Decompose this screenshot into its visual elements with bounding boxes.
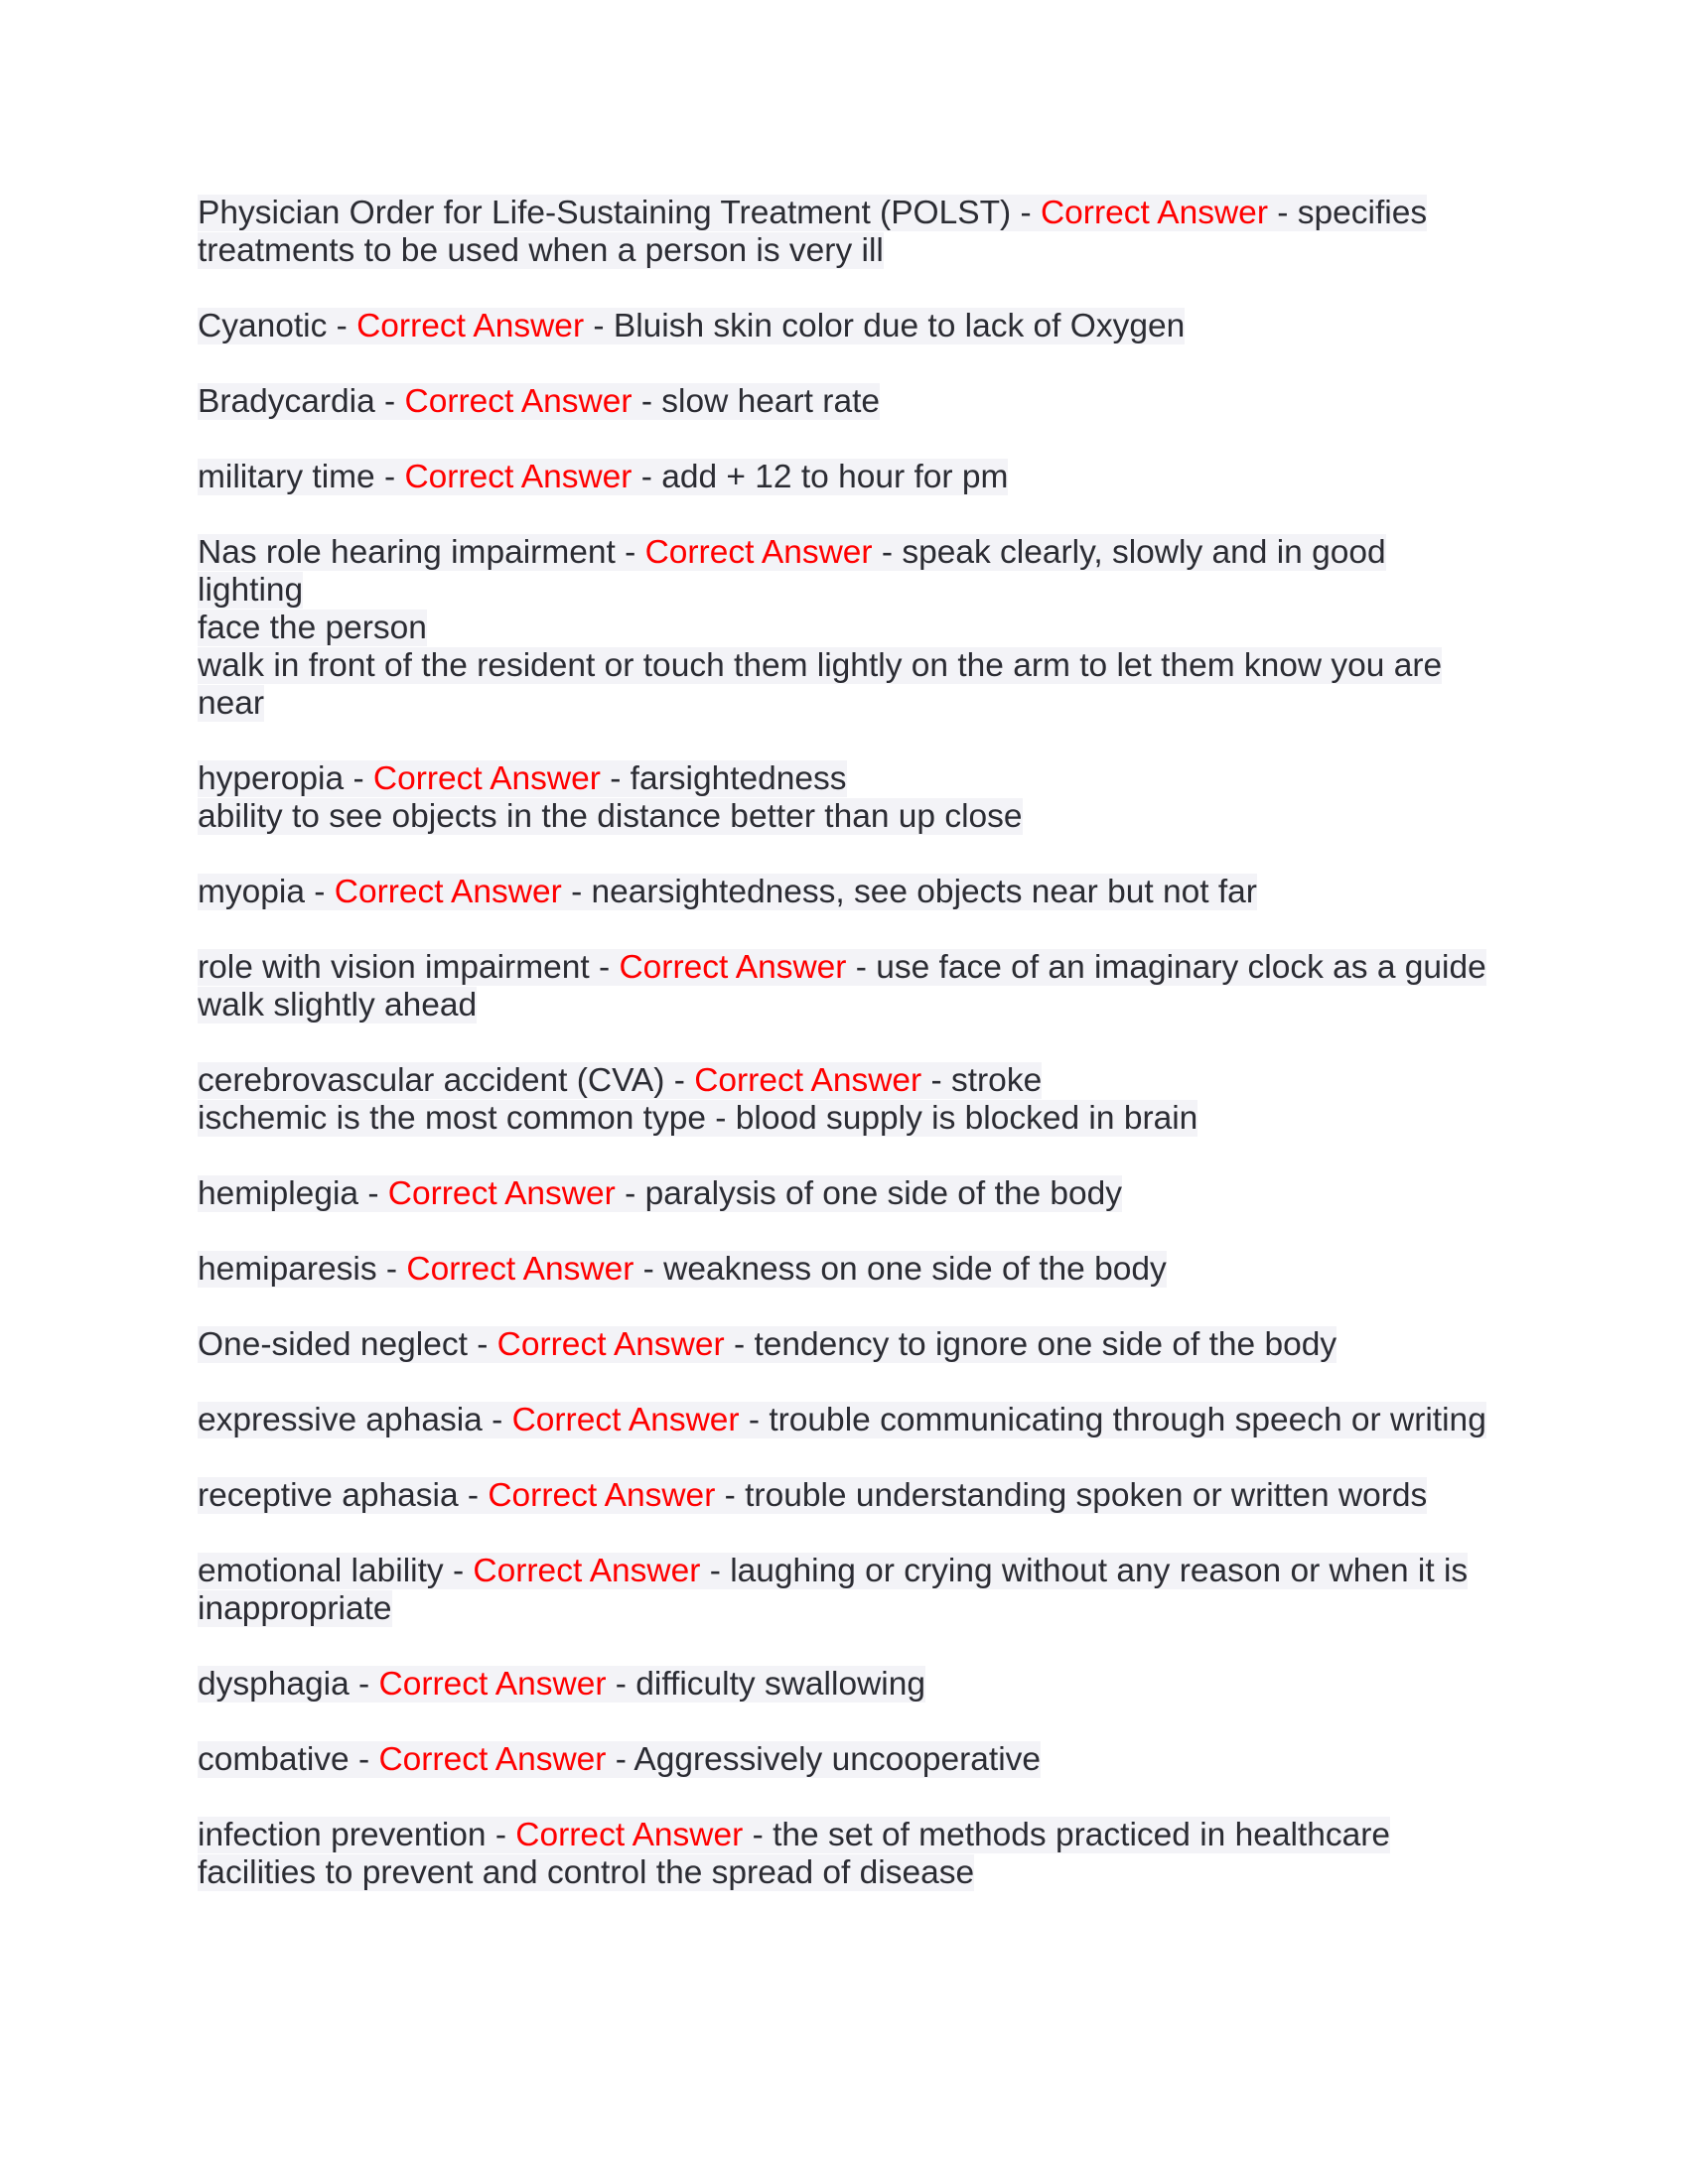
correct-answer-label: Correct Answer <box>356 308 585 344</box>
entry-highlight <box>198 1062 1042 1099</box>
entry-first-line <box>198 1741 1518 1779</box>
flashcard-entry <box>198 874 1518 911</box>
entry-highlight <box>198 1251 1167 1288</box>
correct-answer-label: Correct Answer <box>473 1553 701 1589</box>
entry-highlight <box>198 308 1185 344</box>
entry-term: myopia - <box>198 874 335 910</box>
flashcard-entry <box>198 1477 1518 1515</box>
entry-continuation-line <box>198 647 1518 685</box>
correct-answer-label: Correct Answer <box>644 534 873 571</box>
entry-continuation-line <box>198 798 1518 836</box>
correct-answer-label: Correct Answer <box>496 1326 725 1363</box>
entry-continuation-line <box>198 610 1518 647</box>
entry-highlight <box>198 1553 1468 1589</box>
entry-first-line <box>198 534 1518 572</box>
entry-definition: - Bluish skin color due to lack of Oxygen <box>584 308 1186 344</box>
entry-continuation-line <box>198 987 1518 1024</box>
entry-first-line <box>198 1251 1518 1289</box>
entry-continuation-text: walk slightly ahead <box>198 987 478 1024</box>
correct-answer-label: Correct Answer <box>511 1402 740 1438</box>
flashcard-entry <box>198 1666 1518 1704</box>
entry-continuation-text: near <box>198 685 265 722</box>
entry-definition: - Aggressively uncooperative <box>606 1741 1042 1778</box>
correct-answer-label: Correct Answer <box>406 1251 634 1288</box>
entry-definition: - difficulty swallowing <box>606 1666 925 1703</box>
entry-definition: - add + 12 to hour for pm <box>632 459 1009 495</box>
entry-term: Cyanotic - <box>198 308 357 344</box>
entry-highlight <box>198 459 1008 495</box>
entry-term: Bradycardia - <box>198 383 405 420</box>
entry-first-line <box>198 949 1518 987</box>
entry-term: cerebrovascular accident (CVA) - <box>198 1062 695 1099</box>
entry-term: infection prevention - <box>198 1817 516 1853</box>
entry-continuation-line <box>198 1100 1518 1138</box>
entry-term: dysphagia - <box>198 1666 379 1703</box>
entry-first-line <box>198 1062 1518 1100</box>
entry-continuation-line <box>198 1590 1518 1628</box>
entry-first-line <box>198 459 1518 496</box>
flashcard-entry <box>198 1062 1518 1138</box>
entry-highlight <box>198 874 1257 910</box>
entry-term: receptive aphasia - <box>198 1477 489 1514</box>
entry-term: Physician Order for Life-Sustaining Treatment (POLST) - <box>198 195 1041 231</box>
entry-term: One-sided neglect - <box>198 1326 497 1363</box>
entry-highlight <box>198 1326 1336 1363</box>
entry-continuation-text: ischemic is the most common type - blood supply is blocked in brain <box>198 1100 1198 1137</box>
entry-definition: - paralysis of one side of the body <box>615 1175 1123 1212</box>
entry-highlight <box>198 383 880 420</box>
entry-first-line <box>198 308 1518 345</box>
entry-first-line <box>198 874 1518 911</box>
entry-term: combative - <box>198 1741 379 1778</box>
entry-term: hemiparesis - <box>198 1251 407 1288</box>
entry-term: expressive aphasia - <box>198 1402 512 1438</box>
correct-answer-label: Correct Answer <box>378 1741 607 1778</box>
entry-highlight <box>198 195 1427 231</box>
entry-definition: - the set of methods practiced in healthcare <box>743 1817 1391 1853</box>
entry-continuation-line <box>198 685 1518 723</box>
entry-highlight <box>198 1817 1390 1853</box>
entry-continuation-line <box>198 232 1518 270</box>
entry-continuation-text: walk in front of the resident or touch them lightly on the arm to let them know you are <box>198 647 1443 684</box>
entry-continuation-text: lighting <box>198 572 304 609</box>
correct-answer-label: Correct Answer <box>372 760 601 797</box>
entry-first-line <box>198 1817 1518 1854</box>
entry-highlight <box>198 1477 1427 1514</box>
correct-answer-label: Correct Answer <box>1040 195 1268 231</box>
flashcard-entry <box>198 1251 1518 1289</box>
correct-answer-label: Correct Answer <box>619 949 847 986</box>
entry-highlight <box>198 949 1486 986</box>
flashcard-entry <box>198 195 1518 270</box>
entry-definition: - stroke <box>921 1062 1043 1099</box>
entry-definition: - nearsightedness, see objects near but not far <box>561 874 1257 910</box>
document-page <box>198 195 1518 1930</box>
entry-definition: - speak clearly, slowly and in good <box>872 534 1386 571</box>
flashcard-entry <box>198 1553 1518 1628</box>
flashcard-entry <box>198 1326 1518 1364</box>
correct-answer-label: Correct Answer <box>694 1062 922 1099</box>
entry-continuation-text: facilities to prevent and control the spread of disease <box>198 1854 975 1891</box>
correct-answer-label: Correct Answer <box>378 1666 607 1703</box>
entry-definition: - specifies <box>1267 195 1428 231</box>
flashcard-entry <box>198 1175 1518 1213</box>
entry-first-line <box>198 195 1518 232</box>
entry-highlight <box>198 1741 1041 1778</box>
entry-term: military time - <box>198 459 405 495</box>
entry-continuation-text: ability to see objects in the distance better than up close <box>198 798 1023 835</box>
correct-answer-label: Correct Answer <box>404 459 633 495</box>
entry-first-line <box>198 383 1518 421</box>
entry-first-line <box>198 1553 1518 1590</box>
entry-first-line <box>198 760 1518 798</box>
correct-answer-label: Correct Answer <box>488 1477 716 1514</box>
entry-highlight <box>198 1402 1486 1438</box>
flashcard-entry <box>198 1817 1518 1892</box>
correct-answer-label: Correct Answer <box>404 383 633 420</box>
flashcard-entry <box>198 1741 1518 1779</box>
entry-first-line <box>198 1326 1518 1364</box>
correct-answer-label: Correct Answer <box>515 1817 744 1853</box>
entry-first-line <box>198 1477 1518 1515</box>
entry-first-line <box>198 1175 1518 1213</box>
flashcard-entry <box>198 459 1518 496</box>
entry-definition: - weakness on one side of the body <box>633 1251 1167 1288</box>
entry-definition: - tendency to ignore one side of the body <box>724 1326 1337 1363</box>
entry-term: role with vision impairment - <box>198 949 620 986</box>
entry-highlight <box>198 1666 925 1703</box>
entry-highlight <box>198 534 1386 571</box>
entry-first-line <box>198 1402 1518 1439</box>
entry-continuation-line <box>198 572 1518 610</box>
entry-continuation-text: inappropriate <box>198 1590 392 1627</box>
entry-definition: - use face of an imaginary clock as a guide <box>846 949 1486 986</box>
entry-continuation-line <box>198 1854 1518 1892</box>
entry-definition: - trouble communicating through speech or writing <box>739 1402 1486 1438</box>
flashcard-entry <box>198 383 1518 421</box>
entry-definition: - farsightedness <box>600 760 847 797</box>
flashcard-entry <box>198 308 1518 345</box>
entry-highlight <box>198 760 847 797</box>
entry-continuation-text: face the person <box>198 610 427 646</box>
flashcard-entry <box>198 949 1518 1024</box>
entry-first-line <box>198 1666 1518 1704</box>
correct-answer-label: Correct Answer <box>334 874 562 910</box>
entry-definition: - trouble understanding spoken or written words <box>715 1477 1428 1514</box>
entry-term: Nas role hearing impairment - <box>198 534 645 571</box>
flashcard-entry <box>198 760 1518 836</box>
entry-definition: - slow heart rate <box>632 383 881 420</box>
entry-definition: - laughing or crying without any reason or when it is <box>700 1553 1469 1589</box>
entry-term: emotional lability - <box>198 1553 474 1589</box>
flashcard-entry <box>198 534 1518 723</box>
entry-highlight <box>198 1175 1122 1212</box>
entry-continuation-text: treatments to be used when a person is very ill <box>198 232 884 269</box>
correct-answer-label: Correct Answer <box>387 1175 616 1212</box>
entry-term: hyperopia - <box>198 760 373 797</box>
flashcard-entry <box>198 1402 1518 1439</box>
entry-term: hemiplegia - <box>198 1175 388 1212</box>
